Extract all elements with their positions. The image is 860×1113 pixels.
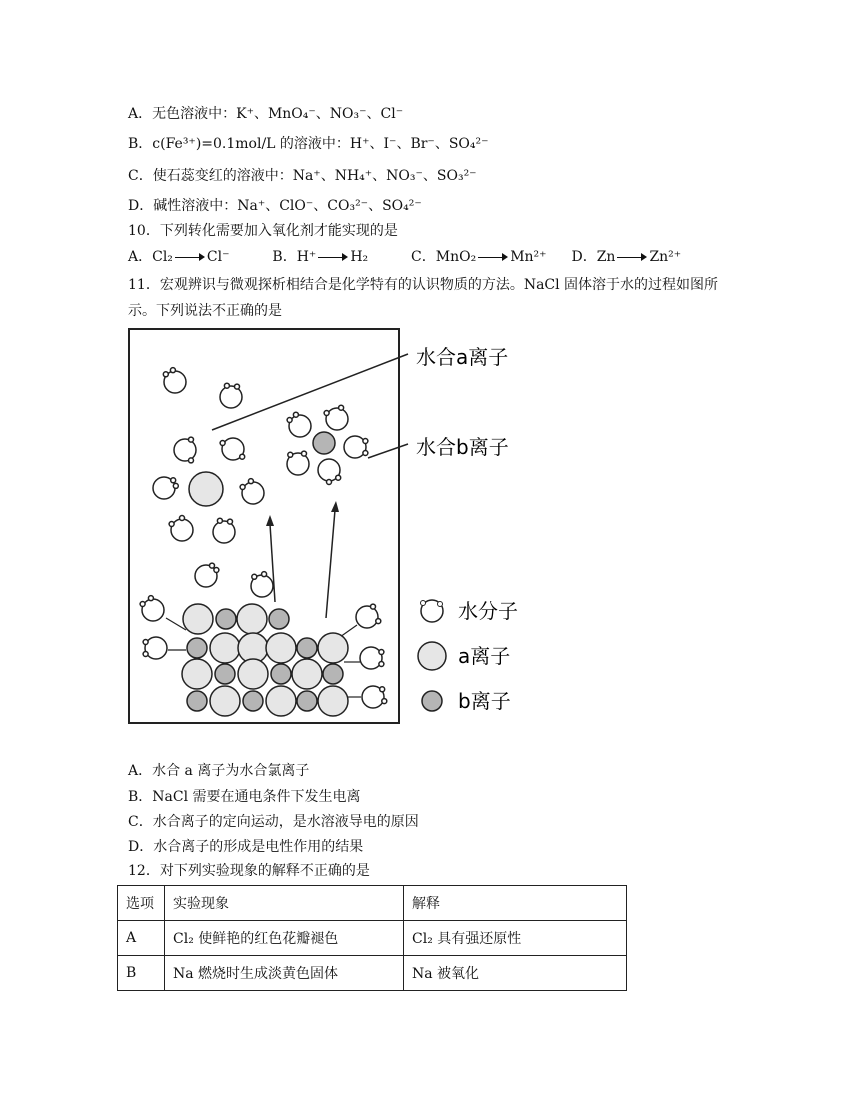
hydrogen-atom (327, 480, 332, 485)
table-cell: A (118, 921, 165, 956)
table-header-row (118, 886, 627, 921)
q11-option-b: B．NaCl 需要在通电条件下发生电离 (128, 789, 361, 805)
legend-a-ion: a离子 (458, 644, 511, 668)
q10-option-a: A．Cl₂ Cl⁻ (128, 249, 230, 265)
hydrogen-atom (379, 662, 384, 667)
a-ion (210, 633, 240, 663)
hydrogen-atom (189, 437, 194, 442)
reaction-arrow-icon (175, 252, 205, 262)
arrow-up-right-icon (326, 510, 335, 618)
q10-options (128, 248, 681, 266)
q9-option-c: C．使石蕊变红的溶液中：Na⁺、NH₄⁺、NO₃⁻、SO₃²⁻ (128, 168, 477, 184)
b-ion (271, 664, 291, 684)
hydrogen-atom (363, 451, 368, 456)
table-cell: Na 被氧化 (404, 956, 627, 991)
hydrogen-atom (171, 478, 176, 483)
q10-option-d: D．Zn Zn²⁺ (571, 249, 682, 265)
b-ion (187, 638, 207, 658)
b-ion (215, 664, 235, 684)
hydrogen-atom (173, 483, 178, 488)
hydrogen-atom (214, 568, 219, 573)
reaction-arrow-icon (617, 252, 647, 262)
reaction-arrow-icon (318, 252, 348, 262)
pointer-line-b (368, 444, 408, 458)
hydrogen-atom (180, 516, 185, 521)
hydrogen-atom (220, 441, 225, 446)
b-ion (243, 691, 263, 711)
hydrogen-atom (228, 519, 233, 524)
table-cell: Cl₂ 使鲜艳的红色花瓣褪色 (165, 921, 404, 956)
q9-option-d: D．碱性溶液中：Na⁺、ClO⁻、CO₃²⁻、SO₄²⁻ (128, 198, 422, 214)
table-cell: Cl₂ 具有强还原性 (404, 921, 627, 956)
hydrogen-atom (287, 418, 292, 423)
table-cell: B (118, 956, 165, 991)
hydrogen-atom (217, 518, 222, 523)
label-hydrated-a: 水合a离子 (416, 345, 509, 369)
label-hydrated-b: 水合b离子 (416, 435, 509, 459)
a-ion (238, 659, 268, 689)
a-ion (318, 633, 348, 663)
table-cell: Na 燃烧时生成淡黄色固体 (165, 956, 404, 991)
header-option: 选项 (118, 886, 165, 921)
b-ion-icon (422, 691, 442, 711)
b-ion (297, 638, 317, 658)
q10-option-b: B．H⁺ H₂ (272, 249, 369, 265)
hydrogen-atom (163, 372, 168, 377)
hydrogen-atom (379, 650, 384, 655)
b-ion (187, 691, 207, 711)
hydrogen-atom (252, 574, 257, 579)
q11-option-c: C．水合离子的定向运动，是水溶液导电的原因 (128, 814, 419, 830)
a-ion (237, 604, 267, 634)
hydrogen-atom (302, 451, 307, 456)
a-ion (266, 686, 296, 716)
q12-stem: 12．对下列实验现象的解释不正确的是 (128, 863, 370, 879)
hydrogen-atom (169, 522, 174, 527)
a-ion (210, 686, 240, 716)
q10-option-c: C．MnO₂ Mn²⁺ (411, 249, 547, 265)
b-ion (269, 609, 289, 629)
hydrogen-atom (235, 384, 240, 389)
q10-stem: 10．下列转化需要加入氧化剂才能实现的是 (128, 223, 398, 239)
a-ion (266, 633, 296, 663)
b-ion (323, 664, 343, 684)
molecule-group (140, 368, 387, 716)
hydrogen-atom (240, 454, 245, 459)
b-ion (216, 609, 236, 629)
hydrogen-atom (240, 485, 245, 490)
table-row (118, 921, 627, 956)
b-ion (297, 691, 317, 711)
legend-water: 水分子 (458, 599, 518, 623)
table-row (118, 956, 627, 991)
q11-stem-line2: 示。下列说法不正确的是 (128, 303, 282, 319)
q9-option-b: B．c(Fe³⁺)=0.1mol/L 的溶液中：H⁺、I⁻、Br⁻、SO₄²⁻ (128, 136, 489, 152)
a-ion (292, 659, 322, 689)
hydrogen-atom (148, 596, 153, 601)
legend-b-ion: b离子 (458, 689, 511, 713)
hydrogen-atom (210, 563, 215, 568)
hydrogen-atom (380, 687, 385, 692)
hydrogen-atom (324, 411, 329, 416)
a-ion (318, 686, 348, 716)
a-ion (183, 604, 213, 634)
hydrogen-atom (262, 572, 267, 577)
hydrogen-atom (382, 699, 387, 704)
q11-stem-line1: 11．宏观辨识与微观探析相结合是化学特有的认识物质的方法。NaCl 固体溶于水的过程如图所 (128, 277, 719, 293)
hydrogen-atom (288, 452, 293, 457)
q11-option-a: A．水合 a 离子为水合氯离子 (128, 763, 310, 779)
hydrogen-atom (143, 640, 148, 645)
hydrogen-atom (248, 479, 253, 484)
figure-legend (418, 600, 446, 711)
bond-line (340, 625, 357, 637)
a-ion-icon (418, 642, 446, 670)
b-ion (313, 432, 335, 454)
q9-option-a: A．无色溶液中：K⁺、MnO₄⁻、NO₃⁻、Cl⁻ (128, 106, 404, 122)
hydrogen-atom (293, 412, 298, 417)
hydrogen-atom (143, 652, 148, 657)
reaction-arrow-icon (478, 252, 508, 262)
a-ion (182, 659, 212, 689)
hydrogen-atom (371, 604, 376, 609)
nacl-dissolution-figure (128, 328, 548, 728)
q11-option-d: D．水合离子的形成是电性作用的结果 (128, 839, 364, 855)
header-phenomenon: 实验现象 (165, 886, 404, 921)
hydrogen-atom (224, 383, 229, 388)
hydrogen-atom (170, 368, 175, 373)
hydrogen-atom (363, 439, 368, 444)
hydrogen-atom (189, 458, 194, 463)
a-ion (189, 472, 223, 506)
hydrogen-atom (376, 619, 381, 624)
hydrogen-atom (339, 405, 344, 410)
hydrogen-atom (336, 475, 341, 480)
q12-table (117, 885, 627, 991)
header-explanation: 解释 (404, 886, 627, 921)
hydrogen-atom (140, 602, 145, 607)
